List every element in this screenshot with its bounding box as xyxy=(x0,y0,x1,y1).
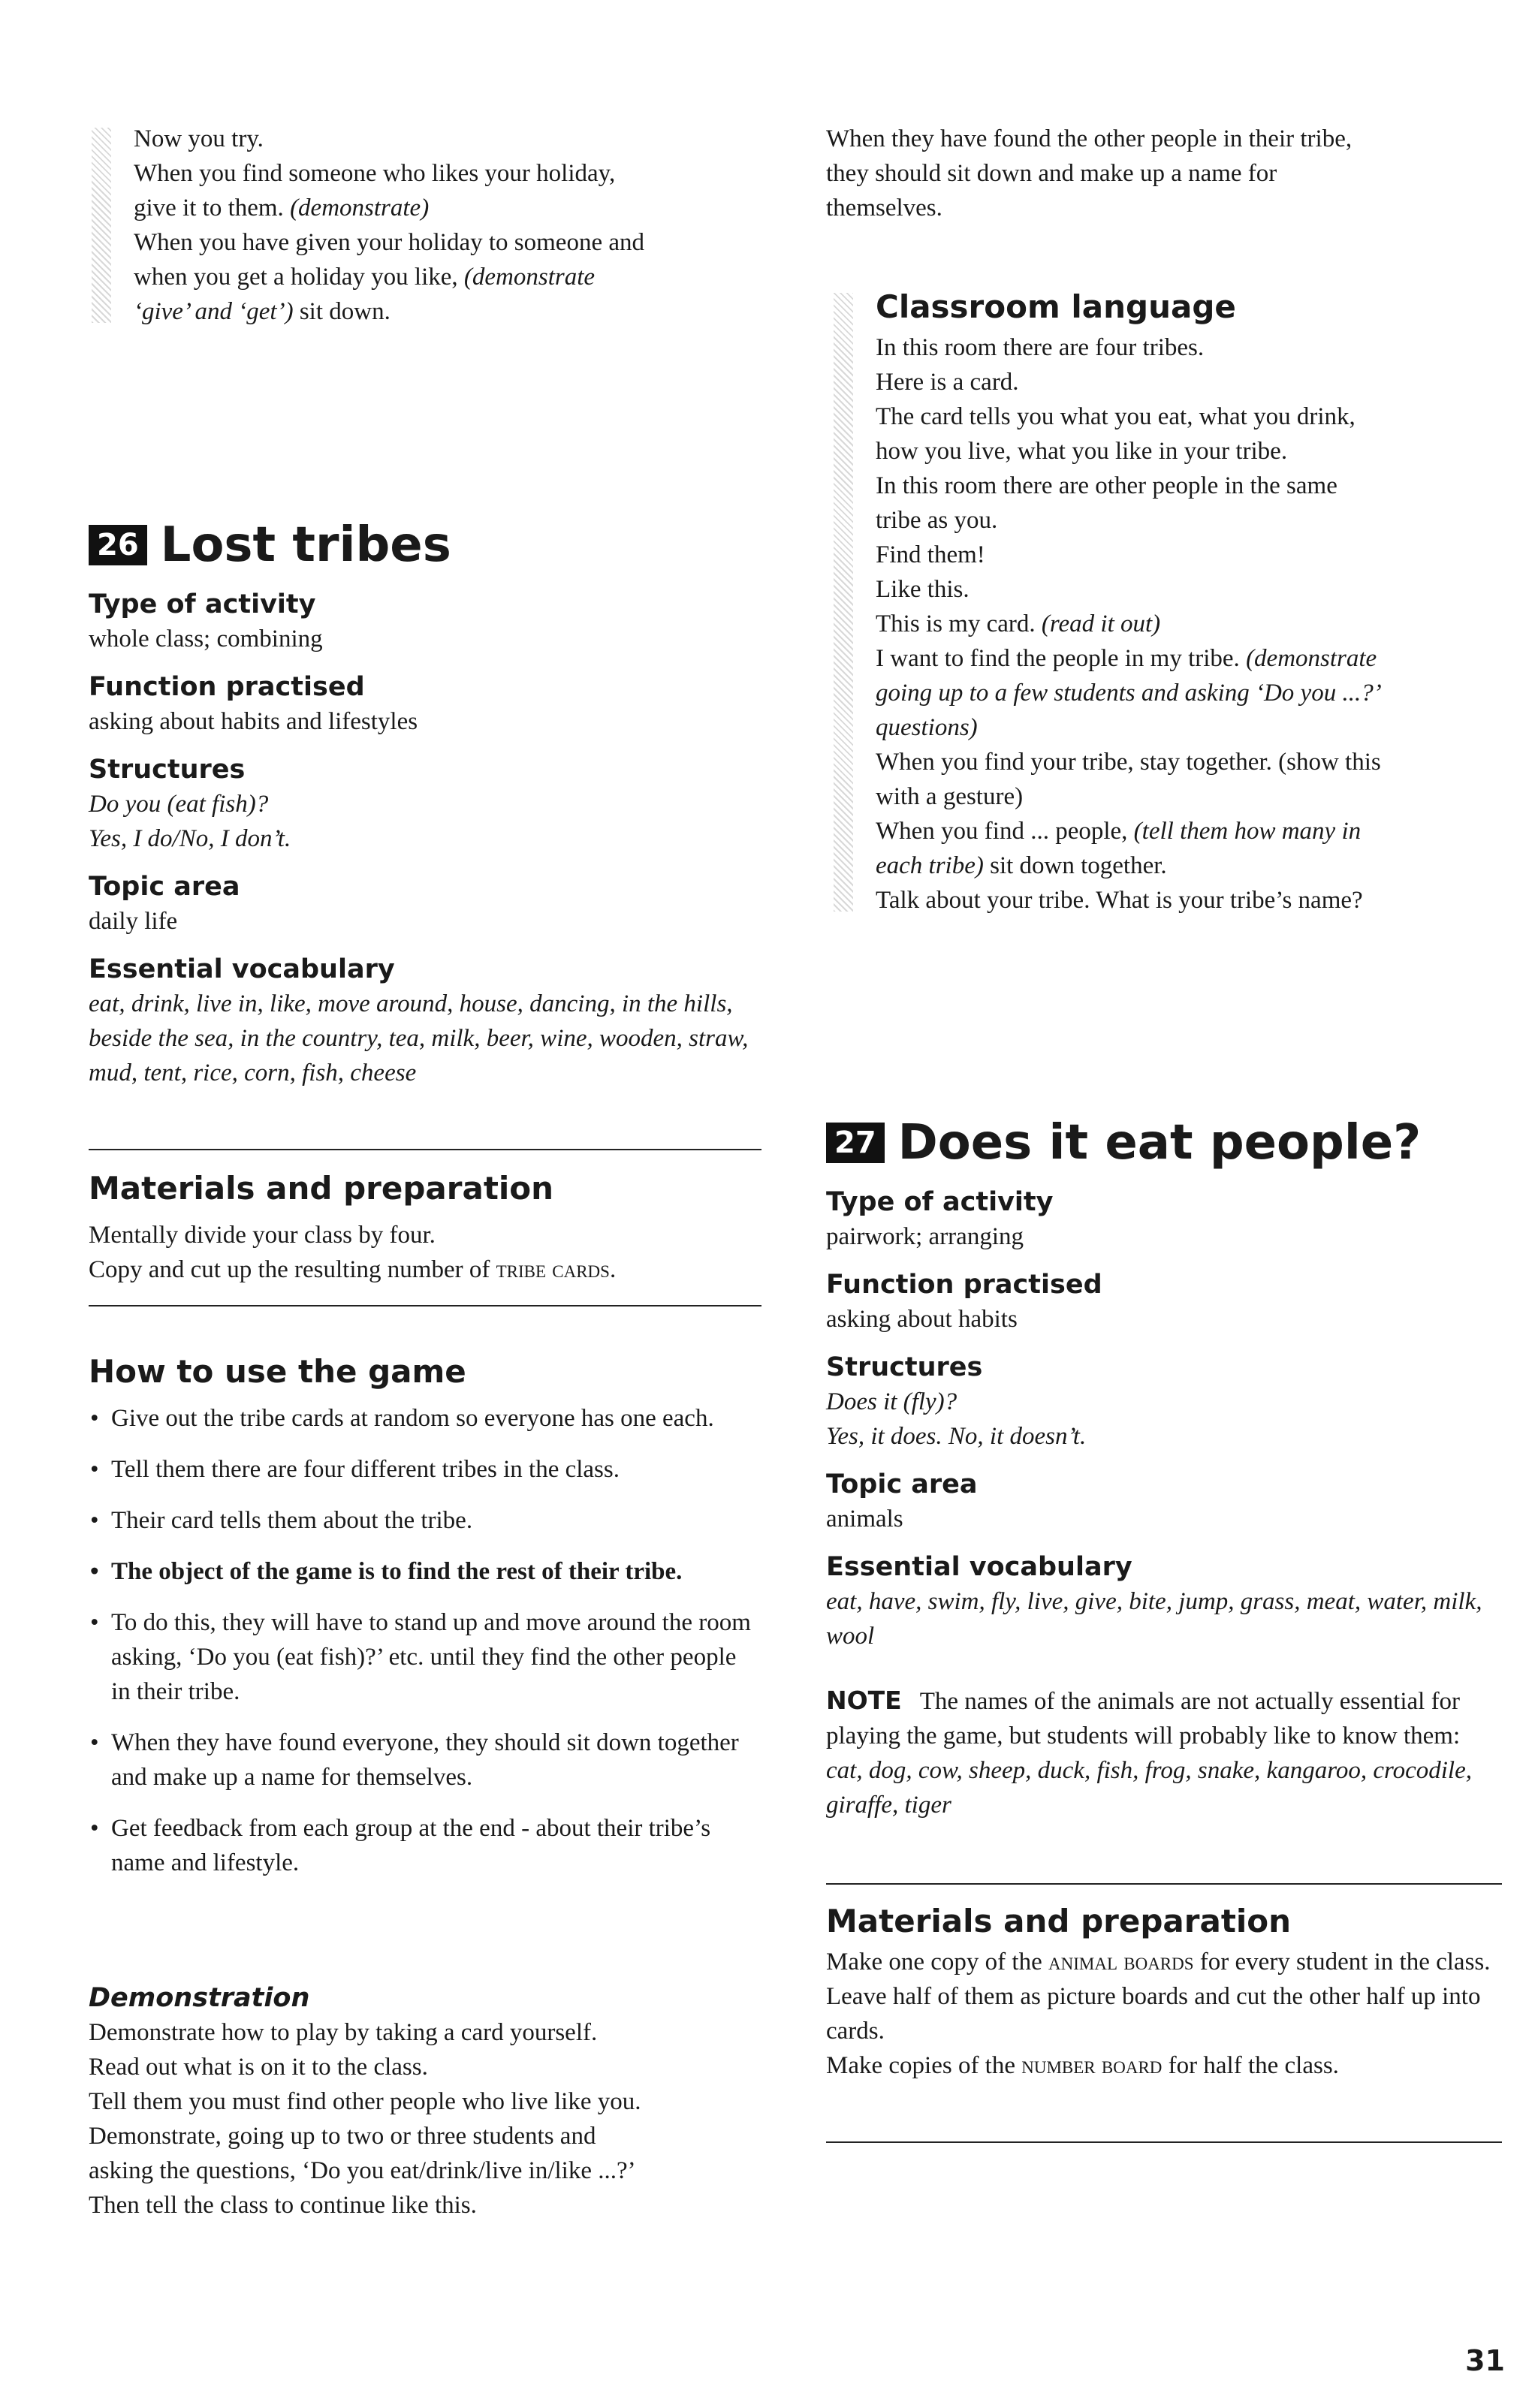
classroom-line: The card tells you what you eat, what you drink, xyxy=(876,403,1356,430)
right-intro xyxy=(826,122,1502,225)
demonstration-section xyxy=(89,1981,761,2223)
topic-value: animals xyxy=(826,1505,903,1533)
classroom-language-box xyxy=(876,287,1506,918)
intro-line: give it to them. (demonstrate) xyxy=(134,194,430,222)
structures-heading: Structures xyxy=(89,755,246,785)
how-to-heading: How to use the game xyxy=(89,1353,466,1390)
materials-line: Copy and cut up the resulting number of tribe cards. xyxy=(89,1256,617,1283)
function-value: asking about habits and lifestyles xyxy=(89,708,418,735)
type-heading: Type of activity xyxy=(89,589,316,619)
classroom-line: Find them! xyxy=(876,541,985,568)
demonstration-heading: Demonstration xyxy=(89,1983,310,2013)
game-number-badge: 26 xyxy=(89,525,147,565)
list-item: • The object of the game is to find the rest of their tribe. xyxy=(89,1554,761,1589)
classroom-line: Here is a card. xyxy=(876,369,1019,396)
divider xyxy=(826,2141,1502,2143)
page-number: 31 xyxy=(1465,2344,1505,2377)
intro-line: ‘give’ and ‘get’) sit down. xyxy=(134,298,391,325)
structure-line: Does it (fly)? xyxy=(826,1388,957,1415)
vocabulary-heading: Essential vocabulary xyxy=(89,954,395,984)
structures-heading: Structures xyxy=(826,1352,983,1382)
classroom-line: In this room there are other people in the same xyxy=(876,472,1337,499)
list-item: • When they have found everyone, they should sit down together and make up a name for themselves. xyxy=(89,1725,761,1795)
demonstration-line: asking the questions, ‘Do you eat/drink/live in/like ...?’ xyxy=(89,2157,636,2184)
demonstration-line: Demonstrate how to play by taking a card yourself. xyxy=(89,2019,598,2046)
list-item: • Get feedback from each group at the end - about their tribe’s name and lifestyle. xyxy=(89,1811,761,1880)
structure-line: Yes, it does. No, it doesn’t. xyxy=(826,1423,1087,1450)
classroom-line: how you live, what you like in your tribe. xyxy=(876,438,1288,465)
note: NOTE The names of the animals are not actually essential for playing the game, but students will probably like to know them: cat, dog, cow, sheep, duck, fish, frog, snake, kangaroo, crocodile, giraffe, tiger xyxy=(826,1686,1472,1819)
materials-line: Leave half of them as picture boards and cut the other half up into cards. xyxy=(826,1983,1481,2045)
game-27-header xyxy=(826,1116,1421,1170)
structure-line: Yes, I do/No, I don’t. xyxy=(89,825,291,852)
type-heading: Type of activity xyxy=(826,1187,1054,1217)
classroom-line: This is my card. (read it out) xyxy=(876,610,1161,637)
game-26-header xyxy=(89,518,451,572)
intro-line: When you have given your holiday to someone and xyxy=(134,229,644,256)
function-heading: Function practised xyxy=(826,1270,1102,1300)
classroom-line: questions) xyxy=(876,714,978,741)
game-27-details xyxy=(826,1185,1502,1822)
list-item: • Their card tells them about the tribe. xyxy=(89,1503,761,1538)
materials-section xyxy=(89,1168,761,1287)
vocabulary-value: eat, have, swim, fly, live, give, bite, jump, grass, meat, water, milk, wool xyxy=(826,1588,1482,1650)
topic-value: daily life xyxy=(89,908,178,935)
materials-line: Make one copy of the animal boards for every student in the class. xyxy=(826,1948,1491,1976)
classroom-line: When you find your tribe, stay together. (show this xyxy=(876,749,1381,776)
intro-line: Now you try. xyxy=(134,125,264,152)
classroom-line: with a gesture) xyxy=(876,783,1024,810)
game-title: 27 Does it eat people? xyxy=(826,1116,1421,1170)
intro-line: themselves. xyxy=(826,194,942,222)
intro-line: When they have found the other people in their tribe, xyxy=(826,125,1353,152)
classroom-line: When you find ... people, (tell them how many in xyxy=(876,818,1362,845)
materials-heading: Materials and preparation xyxy=(89,1170,554,1207)
list-item: • Give out the tribe cards at random so everyone has one each. xyxy=(89,1401,761,1436)
intro-line: When you find someone who likes your holiday, xyxy=(134,160,616,187)
demonstration-line: Demonstrate, going up to two or three students and xyxy=(89,2123,596,2150)
note-label: NOTE xyxy=(826,1686,902,1715)
structure-line: Do you (eat fish)? xyxy=(89,791,269,818)
list-item: • To do this, they will have to stand up and move around the room asking, ‘Do you (eat fish)?’ etc. until they find the other people in their tribe. xyxy=(89,1605,761,1709)
game-number-badge: 27 xyxy=(826,1123,885,1163)
demonstration-line: Tell them you must find other people who live like you. xyxy=(89,2088,641,2115)
divider xyxy=(89,1305,761,1306)
materials-heading: Materials and preparation xyxy=(826,1903,1292,1939)
vocabulary-value: eat, drink, live in, like, move around, house, dancing, in the hills, beside the sea, in the country, tea, milk, beer, wine, wooden, straw, mud, tent, rice, corn, fish, cheese xyxy=(89,990,749,1086)
game-title: 26 Lost tribes xyxy=(89,518,451,572)
intro-line: they should sit down and make up a name for xyxy=(826,160,1277,187)
intro-line: when you get a holiday you like, (demonstrate xyxy=(134,264,596,291)
intro-instructions xyxy=(134,122,764,329)
type-value: pairwork; arranging xyxy=(826,1223,1024,1250)
vocabulary-heading: Essential vocabulary xyxy=(826,1552,1132,1582)
classroom-line: Like this. xyxy=(876,576,970,603)
function-value: asking about habits xyxy=(826,1306,1018,1333)
classroom-line: Talk about your tribe. What is your tribe’s name? xyxy=(876,887,1363,914)
classroom-line: each tribe) sit down together. xyxy=(876,852,1167,879)
divider xyxy=(89,1149,761,1150)
how-to-list xyxy=(89,1401,761,1880)
materials-line: Make copies of the number board for half the class. xyxy=(826,2052,1339,2079)
demonstration-line: Read out what is on it to the class. xyxy=(89,2054,428,2081)
classroom-language-heading: Classroom language xyxy=(876,288,1236,325)
how-to-section xyxy=(89,1352,761,1897)
topic-heading: Topic area xyxy=(89,872,240,902)
classroom-line: I want to find the people in my tribe. (demonstrate xyxy=(876,645,1377,672)
classroom-line: In this room there are four tribes. xyxy=(876,334,1205,361)
type-value: whole class; combining xyxy=(89,625,323,652)
function-heading: Function practised xyxy=(89,672,365,702)
game-26-details xyxy=(89,587,761,1090)
list-item: • Tell them there are four different tribes in the class. xyxy=(89,1452,761,1487)
demonstration-line: Then tell the class to continue like this. xyxy=(89,2192,477,2219)
divider xyxy=(826,1883,1502,1885)
classroom-line: tribe as you. xyxy=(876,507,998,534)
materials-line: Mentally divide your class by four. xyxy=(89,1222,436,1249)
materials-section xyxy=(826,1901,1502,2083)
classroom-line: going up to a few students and asking ‘Do you ...?’ xyxy=(876,680,1382,707)
topic-heading: Topic area xyxy=(826,1469,978,1499)
